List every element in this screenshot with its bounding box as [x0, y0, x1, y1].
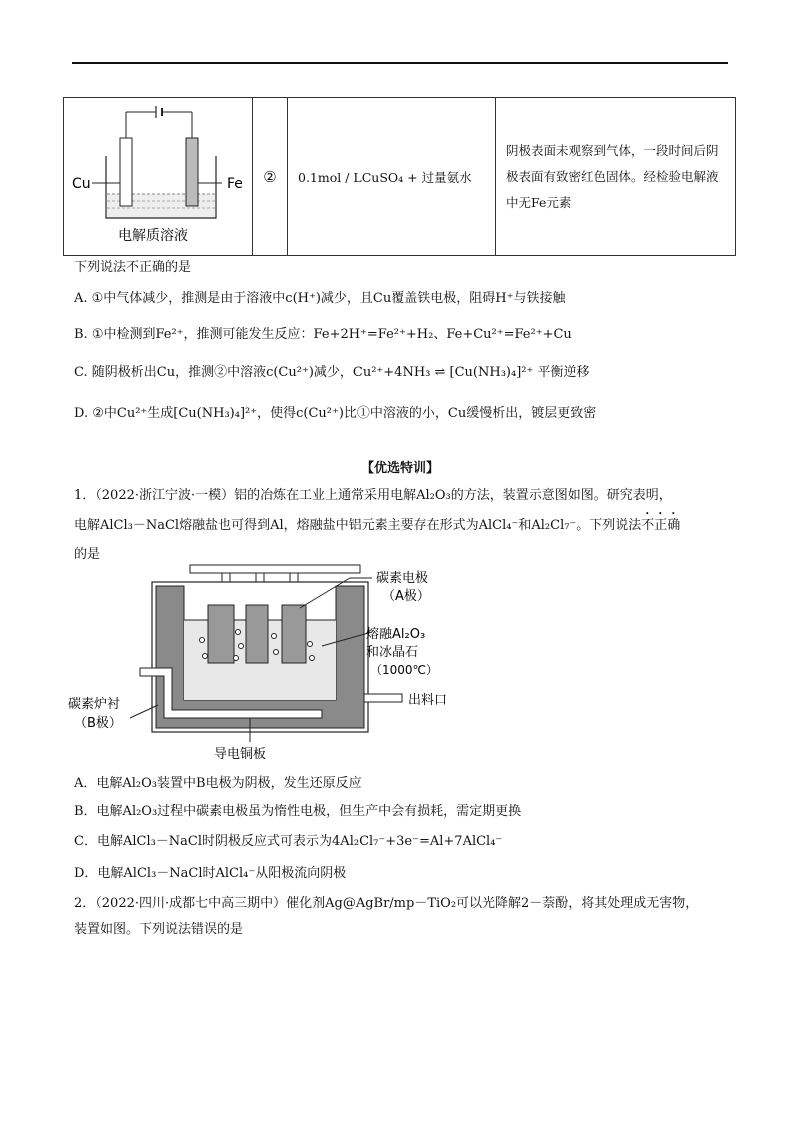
experiment-index: ②	[253, 98, 288, 256]
table-row	[64, 98, 736, 256]
carbon-electrode-label: 碳素电极	[376, 571, 429, 586]
option-c: C. 随阴极析出Cu，推测②中溶液c(Cu²⁺)减少，Cu²⁺+4NH₃ ⇌ [Cu(NH₃)₄]²⁺ 平衡逆移	[74, 365, 590, 380]
option-b: B. ①中检测到Fe²⁺，推测可能发生反应：Fe+2H⁺=Fe²⁺+H₂、Fe+Cu²⁺=Fe²⁺+Cu	[74, 327, 572, 342]
melt-label: 熔融Al₂O₃	[366, 627, 426, 642]
outlet-label: 出料口	[408, 693, 448, 708]
a-pole-label: （A极）	[382, 589, 430, 604]
q2-stem-line1: 2．（2022·四川·成都七中高三期中）催化剂Ag@AgBr/mp－TiO₂可以光降解2－萘酚，将其处理成无害物，	[74, 896, 699, 911]
electrolysis-apparatus-figure	[64, 98, 252, 251]
q1-stem-line3: 的是	[74, 547, 101, 562]
q1-emphasis: 不正确	[641, 518, 681, 533]
carbon-liner-label: 碳素炉衬	[68, 697, 121, 712]
option-a: A. ①中气体减少，推测是由于溶液中c(H⁺)减少，且Cu覆盖铁电极，阻碍H⁺与铁接触	[74, 291, 566, 306]
q2-stem-line2: 装置如图。下列说法错误的是	[74, 922, 244, 937]
experiment-table	[63, 97, 736, 256]
apparatus-cell	[64, 98, 253, 256]
section-title: 【优选特训】	[360, 461, 439, 476]
temperature-label: （1000℃）	[370, 663, 439, 677]
q1-stem-line2	[74, 510, 734, 540]
q1-option-b: B．电解Al₂O₃过程中碳素电极虽为惰性电极，但生产中会有损耗，需定期更换	[74, 804, 522, 819]
q1-stem-text: 电解AlCl₃－NaCl熔融盐也可得到Al，熔融盐中铝元素主要存在形式为AlCl₄⁻和Al₂Cl₇⁻。下列说法	[74, 518, 642, 533]
electrolyte-caption: 电解质溶液	[118, 228, 188, 244]
q1-option-a: A．电解Al₂O₃装置中B电极为阴极，发生还原反应	[74, 776, 362, 791]
fe-label: Fe	[227, 176, 243, 192]
cryolite-label: 和冰晶石	[366, 645, 419, 660]
q1-option-d: D．电解AlCl₃－NaCl时AlCl₄⁻从阳极流向阴极	[74, 866, 347, 881]
observation-cell: 阴极表面未观察到气体，一段时间后阴极表面有致密红色固体。经检验电解液中无Fe元素	[496, 98, 736, 256]
question-stem: 下列说法不正确的是	[74, 260, 192, 275]
aluminum-electrolysis-figure	[60, 560, 480, 770]
cu-label: Cu	[72, 176, 91, 192]
solution-cell: 0.1mol / LCuSO₄ + 过量氨水	[288, 98, 496, 256]
q1-option-c: C．电解AlCl₃－NaCl时阴极反应式可表示为4Al₂Cl₇⁻+3e⁻=Al+7AlCl₄⁻	[74, 834, 503, 849]
q1-stem-line1: 1．（2022·浙江宁波·一模）铝的冶炼在工业上通常采用电解Al₂O₃的方法，装置示意图如图。研究表明，	[74, 488, 672, 503]
copper-plate-label: 导电铜板	[214, 747, 267, 762]
option-d: D. ②中Cu²⁺生成[Cu(NH₃)₄]²⁺，使得c(Cu²⁺)比①中溶液的小，Cu缓慢析出，镀层更致密	[74, 406, 597, 421]
header-rule	[72, 62, 728, 64]
b-pole-label: （B极）	[74, 716, 122, 731]
q1-stem	[74, 481, 734, 569]
